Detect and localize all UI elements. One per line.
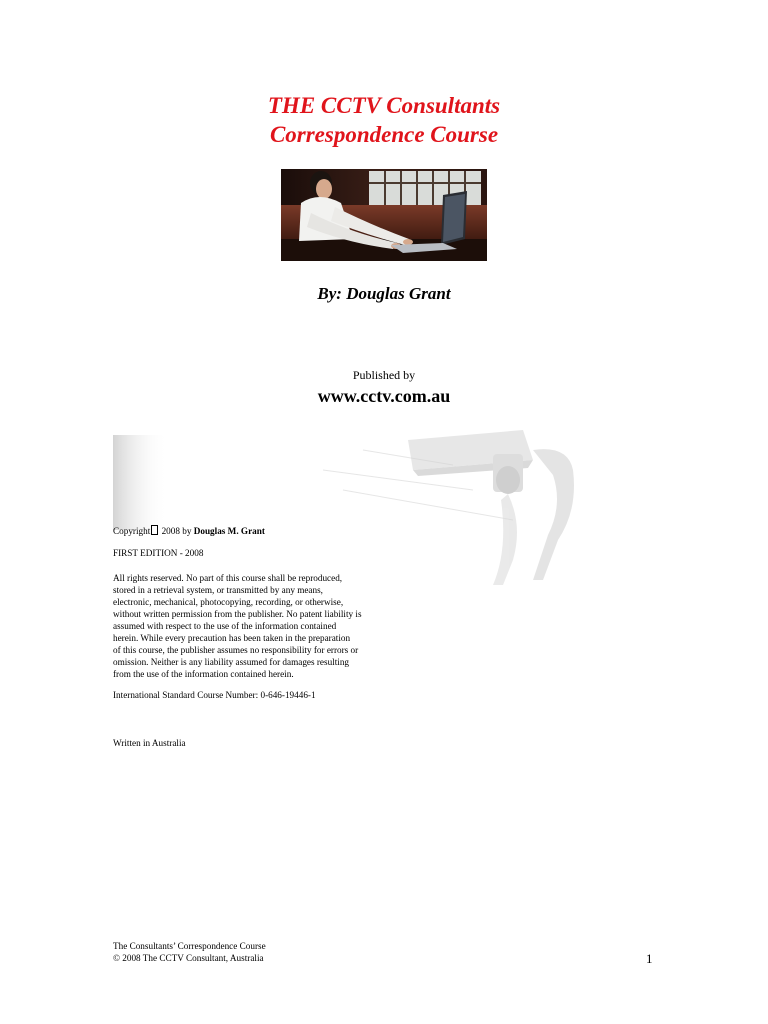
missing-glyph-icon [151,525,158,535]
cctv-camera-watermark [113,430,603,585]
website-link[interactable]: www.cctv.com.au [317,386,451,406]
rights-line: All rights reserved. No part of this course shall be reproduced, [113,573,343,583]
copyright-line [113,525,265,537]
title-line-1: THE CCTV Consultants [267,93,501,118]
rights-line: herein. While every precaution has been taken in the preparation [113,633,351,643]
rights-line: of this course, the publisher assumes no responsibility for errors or [113,645,359,655]
copyright-prefix: Copyright [113,526,151,536]
iscn-line: International Standard Course Number: 0-646-19446-1 [113,690,316,700]
footer-copyright: © 2008 The CCTV Consultant, Australia [113,953,264,963]
rights-line: electronic, mechanical, photocopying, recording, or otherwise, [113,597,344,607]
written-in-line: Written in Australia [113,738,186,748]
copyright-holder: Douglas M. Grant [193,526,265,536]
rights-line: stored in a retrieval system, or transmitted by any means, [113,585,323,595]
rights-line: without written permission from the publisher. No patent liability is [113,609,362,619]
author-line: By: Douglas Grant [317,284,451,303]
published-by-label: Published by [352,368,416,382]
title-line-2: Correspondence Course [269,122,499,147]
page-number: 1 [646,951,653,966]
footer-course-title: The Consultants’ Correspondence Course [113,941,266,951]
copyright-year: 2008 by [159,526,194,536]
rights-line: assumed with respect to the use of the information contained [113,621,337,631]
rights-line: from the use of the information contained herein. [113,669,294,679]
edition-line: FIRST EDITION - 2008 [113,548,204,558]
rights-line: omission. Neither is any liability assumed for damages resulting [113,657,350,667]
man-typing-on-laptop-photo [281,169,487,261]
rights-paragraph [113,572,388,680]
